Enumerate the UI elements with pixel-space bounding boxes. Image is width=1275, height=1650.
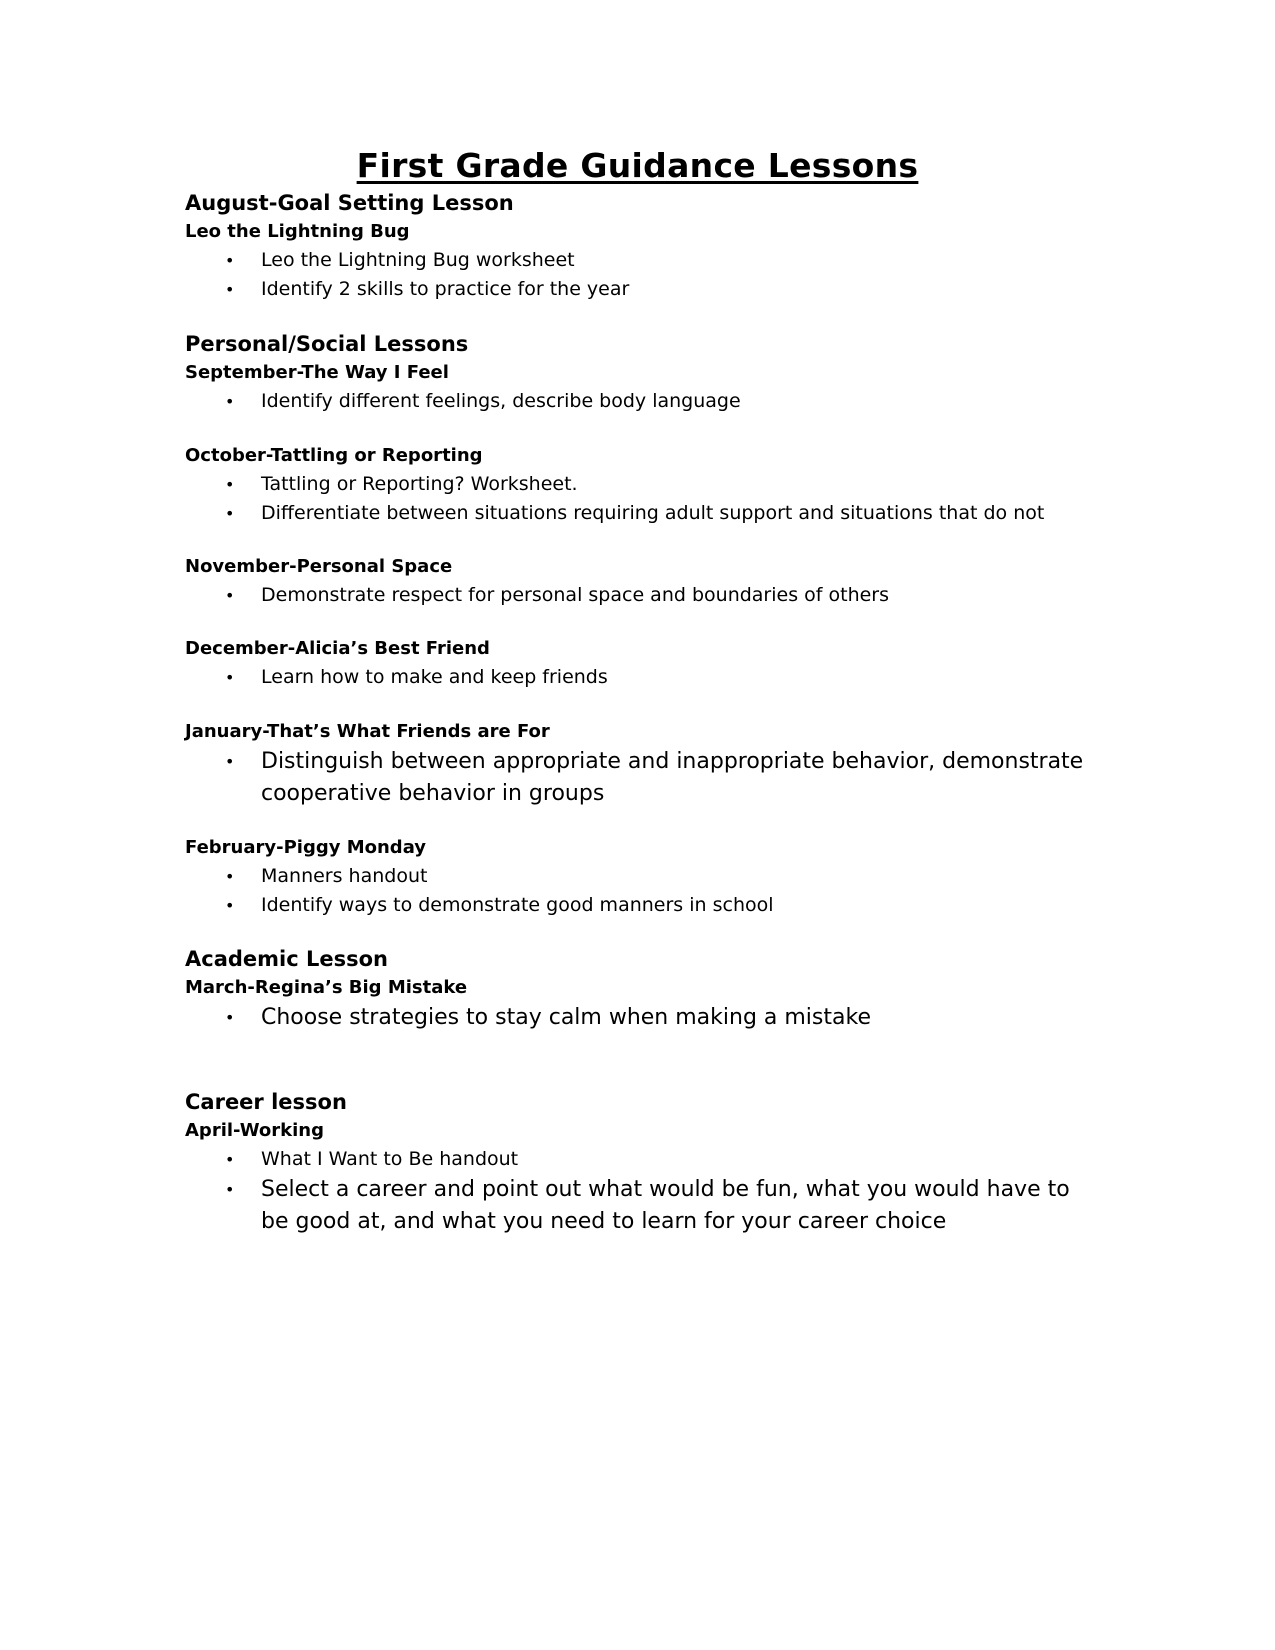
section-academic	[185, 944, 1085, 1034]
bullet-icon: •	[225, 867, 235, 886]
bullet-list	[185, 862, 1085, 920]
section-heading: August-Goal Setting Lesson	[185, 191, 514, 215]
bullet-icon: •	[225, 752, 235, 771]
list-item: • Learn how to make and keep friends	[185, 663, 1085, 692]
lesson-title: February-Piggy Monday	[185, 837, 427, 858]
list-item: • Identify ways to demonstrate good manners in school	[185, 891, 1085, 920]
list-item: • Distinguish between appropriate and inappropriate behavior, demonstrate cooperative behavior in groups	[185, 746, 1085, 810]
bullet-list	[185, 246, 1085, 304]
section-heading: Career lesson	[185, 1090, 347, 1114]
lesson-title: March-Regina’s Big Mistake	[185, 977, 468, 998]
list-item: • Identify different feelings, describe body language	[185, 387, 1085, 416]
lesson-february	[185, 834, 1085, 920]
bullet-icon: •	[225, 1150, 235, 1169]
bullet-icon: •	[225, 896, 235, 915]
bullet-list	[185, 746, 1085, 810]
bullet-icon: •	[225, 475, 235, 494]
bullet-icon: •	[225, 586, 235, 605]
lesson-title: January-That’s What Friends are For	[185, 721, 550, 742]
list-item: • Select a career and point out what would be fun, what you would have to be good at, and what you need to learn for your career choice	[185, 1174, 1085, 1238]
lesson-january	[185, 718, 1085, 810]
section-heading: Academic Lesson	[185, 947, 388, 971]
bullet-list	[185, 1002, 1085, 1034]
bullet-icon: •	[225, 1180, 235, 1199]
bullet-icon: •	[225, 668, 235, 687]
lesson-october	[185, 442, 1085, 528]
bullet-icon: •	[225, 1008, 235, 1027]
bullet-list	[185, 387, 1085, 416]
bullet-list	[185, 663, 1085, 692]
bullet-icon: •	[225, 504, 235, 523]
list-item: • Manners handout	[185, 862, 1085, 891]
section-heading: Personal/Social Lessons	[185, 332, 469, 356]
bullet-icon: •	[225, 392, 235, 411]
lesson-title: December-Alicia’s Best Friend	[185, 638, 490, 659]
list-item: • Identify 2 skills to practice for the year	[185, 275, 1085, 304]
bullet-list	[185, 470, 1085, 528]
lesson-december	[185, 635, 1085, 692]
bullet-icon: •	[225, 251, 235, 270]
section-august	[185, 188, 1085, 304]
section-personal-social	[185, 329, 1085, 416]
list-item: • Leo the Lightning Bug worksheet	[185, 246, 1085, 275]
lesson-title: September-The Way I Feel	[185, 362, 449, 383]
lesson-title: April-Working	[185, 1120, 324, 1141]
list-item: • What I Want to Be handout	[185, 1145, 1085, 1174]
list-item: • Tattling or Reporting? Worksheet.	[185, 470, 1085, 499]
list-item: • Differentiate between situations requiring adult support and situations that do not	[185, 499, 1085, 528]
bullet-list	[185, 581, 1085, 610]
page-title: First Grade Guidance Lessons	[356, 146, 919, 185]
lesson-title: Leo the Lightning Bug	[185, 221, 410, 242]
section-career	[185, 1087, 1085, 1238]
lesson-november	[185, 553, 1085, 610]
lesson-title: October-Tattling or Reporting	[185, 445, 483, 466]
lesson-title: November-Personal Space	[185, 556, 453, 577]
list-item: • Choose strategies to stay calm when making a mistake	[185, 1002, 1085, 1034]
bullet-icon: •	[225, 280, 235, 299]
bullet-list	[185, 1145, 1085, 1238]
list-item: • Demonstrate respect for personal space and boundaries of others	[185, 581, 1085, 610]
